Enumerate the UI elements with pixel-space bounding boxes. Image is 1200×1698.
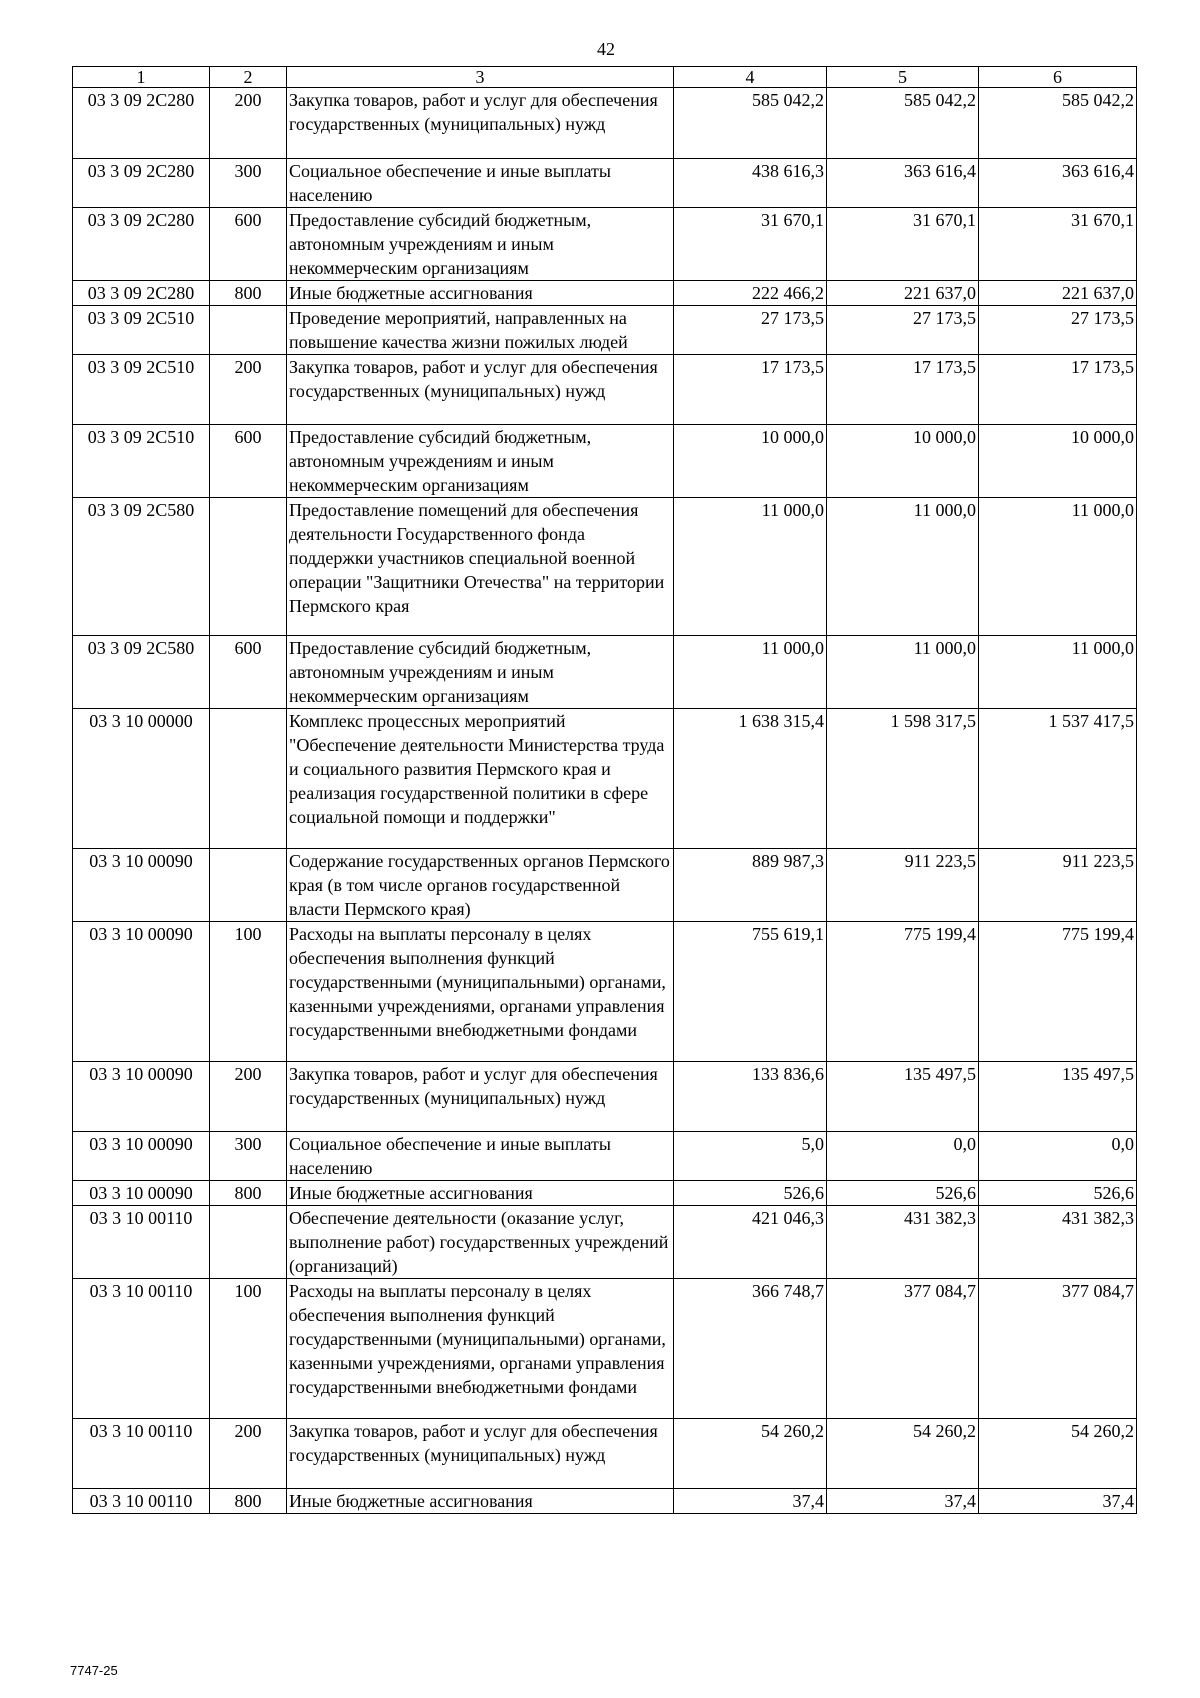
- description-cell: Предоставление субсидий бюджетным, автономным учреждениям и иным некоммерческим организациям: [287, 208, 674, 281]
- amount-cell-col4: 27 173,5: [674, 306, 827, 355]
- description-cell: Расходы на выплаты персоналу в целях обеспечения выполнения функций государственными (муниципальными) органами, казенными учреждениями, органами управления государственными внебюджетными фондами: [287, 922, 674, 1062]
- budget-code-cell: 03 3 10 00110: [73, 1279, 210, 1419]
- description-cell: Предоставление субсидий бюджетным, автономным учреждениям и иным некоммерческим организациям: [287, 425, 674, 498]
- amount-cell-col5: 377 084,7: [827, 1279, 979, 1419]
- amount-cell-col5: 775 199,4: [827, 922, 979, 1062]
- header-cell: 6: [979, 67, 1137, 88]
- amount-cell-col4: 222 466,2: [674, 281, 827, 306]
- amount-cell-col5: 1 598 317,5: [827, 709, 979, 849]
- table-row: [73, 306, 1137, 355]
- description-cell: Проведение мероприятий, направленных на повышение качества жизни пожилых людей: [287, 306, 674, 355]
- header-cell: 2: [210, 67, 287, 88]
- expense-type-cell: 800: [210, 281, 287, 306]
- amount-cell-col5: 27 173,5: [827, 306, 979, 355]
- description-cell: Предоставление субсидий бюджетным, автономным учреждениям и иным некоммерческим организациям: [287, 636, 674, 709]
- budget-code-cell: 03 3 09 2С580: [73, 636, 210, 709]
- page-number: 42: [597, 39, 615, 59]
- table-row: [73, 849, 1137, 922]
- amount-cell-col6: 1 537 417,5: [979, 709, 1137, 849]
- table-row: [73, 355, 1137, 425]
- budget-code-cell: 03 3 09 2С280: [73, 88, 210, 159]
- amount-cell-col6: 0,0: [979, 1132, 1137, 1181]
- amount-cell-col4: 438 616,3: [674, 159, 827, 208]
- table-row: [73, 498, 1137, 636]
- expense-type-cell: 100: [210, 1279, 287, 1419]
- amount-cell-col4: 11 000,0: [674, 636, 827, 709]
- header-cell: 5: [827, 67, 979, 88]
- amount-cell-col6: 135 497,5: [979, 1062, 1137, 1132]
- budget-code-cell: 03 3 10 00090: [73, 1132, 210, 1181]
- header-cell: 4: [674, 67, 827, 88]
- description-cell: Иные бюджетные ассигнования: [287, 1489, 674, 1514]
- amount-cell-col4: 889 987,3: [674, 849, 827, 922]
- expense-type-cell: 600: [210, 636, 287, 709]
- amount-cell-col6: 775 199,4: [979, 922, 1137, 1062]
- amount-cell-col6: 526,6: [979, 1181, 1137, 1206]
- amount-cell-col5: 11 000,0: [827, 498, 979, 636]
- amount-cell-col6: 27 173,5: [979, 306, 1137, 355]
- amount-cell-col4: 17 173,5: [674, 355, 827, 425]
- amount-cell-col5: 11 000,0: [827, 636, 979, 709]
- description-cell: Содержание государственных органов Пермского края (в том числе органов государственной власти Пермского края): [287, 849, 674, 922]
- table-row: [73, 1181, 1137, 1206]
- budget-table: [72, 66, 1137, 1514]
- amount-cell-col5: 10 000,0: [827, 425, 979, 498]
- amount-cell-col5: 135 497,5: [827, 1062, 979, 1132]
- amount-cell-col5: 585 042,2: [827, 88, 979, 159]
- table-row: [73, 1419, 1137, 1489]
- expense-type-cell: 200: [210, 1419, 287, 1489]
- description-cell: Закупка товаров, работ и услуг для обеспечения государственных (муниципальных) нужд: [287, 88, 674, 159]
- expense-type-cell: 200: [210, 1062, 287, 1132]
- table-row: [73, 709, 1137, 849]
- table-row: [73, 1489, 1137, 1514]
- amount-cell-col4: 37,4: [674, 1489, 827, 1514]
- amount-cell-col5: 31 670,1: [827, 208, 979, 281]
- expense-type-cell: 200: [210, 88, 287, 159]
- table-row: [73, 281, 1137, 306]
- description-cell: Закупка товаров, работ и услуг для обеспечения государственных (муниципальных) нужд: [287, 1419, 674, 1489]
- amount-cell-col5: 526,6: [827, 1181, 979, 1206]
- description-cell: Социальное обеспечение и иные выплаты населению: [287, 159, 674, 208]
- amount-cell-col5: 431 382,3: [827, 1206, 979, 1279]
- budget-code-cell: 03 3 10 00110: [73, 1206, 210, 1279]
- amount-cell-col4: 5,0: [674, 1132, 827, 1181]
- amount-cell-col4: 755 619,1: [674, 922, 827, 1062]
- expense-type-cell: 600: [210, 425, 287, 498]
- amount-cell-col5: 911 223,5: [827, 849, 979, 922]
- budget-code-cell: 03 3 09 2С580: [73, 498, 210, 636]
- expense-type-cell: 800: [210, 1181, 287, 1206]
- amount-cell-col5: 17 173,5: [827, 355, 979, 425]
- amount-cell-col6: 431 382,3: [979, 1206, 1137, 1279]
- budget-code-cell: 03 3 10 00090: [73, 1181, 210, 1206]
- amount-cell-col6: 31 670,1: [979, 208, 1137, 281]
- amount-cell-col6: 11 000,0: [979, 636, 1137, 709]
- amount-cell-col5: 0,0: [827, 1132, 979, 1181]
- table-row: [73, 1279, 1137, 1419]
- budget-code-cell: 03 3 10 00090: [73, 1062, 210, 1132]
- expense-type-cell: 600: [210, 208, 287, 281]
- amount-cell-col4: 585 042,2: [674, 88, 827, 159]
- budget-code-cell: 03 3 10 00090: [73, 849, 210, 922]
- table-row: [73, 1062, 1137, 1132]
- header-cell: 1: [73, 67, 210, 88]
- expense-type-cell: [210, 709, 287, 849]
- expense-type-cell: [210, 1206, 287, 1279]
- table-row: [73, 1132, 1137, 1181]
- amount-cell-col6: 363 616,4: [979, 159, 1137, 208]
- amount-cell-col4: 54 260,2: [674, 1419, 827, 1489]
- table-row: [73, 208, 1137, 281]
- amount-cell-col6: 37,4: [979, 1489, 1137, 1514]
- header-cell: 3: [287, 67, 674, 88]
- amount-cell-col4: 421 046,3: [674, 1206, 827, 1279]
- budget-code-cell: 03 3 09 2С280: [73, 281, 210, 306]
- amount-cell-col6: 585 042,2: [979, 88, 1137, 159]
- amount-cell-col5: 54 260,2: [827, 1419, 979, 1489]
- amount-cell-col4: 10 000,0: [674, 425, 827, 498]
- amount-cell-col5: 221 637,0: [827, 281, 979, 306]
- amount-cell-col6: 10 000,0: [979, 425, 1137, 498]
- budget-code-cell: 03 3 09 2С510: [73, 306, 210, 355]
- amount-cell-col4: 31 670,1: [674, 208, 827, 281]
- description-cell: Закупка товаров, работ и услуг для обеспечения государственных (муниципальных) нужд: [287, 1062, 674, 1132]
- amount-cell-col6: 221 637,0: [979, 281, 1137, 306]
- expense-type-cell: 300: [210, 1132, 287, 1181]
- description-cell: Иные бюджетные ассигнования: [287, 1181, 674, 1206]
- description-cell: Обеспечение деятельности (оказание услуг, выполнение работ) государственных учреждений (организаций): [287, 1206, 674, 1279]
- table-row: [73, 636, 1137, 709]
- budget-code-cell: 03 3 10 00000: [73, 709, 210, 849]
- expense-type-cell: [210, 306, 287, 355]
- table-row: [73, 922, 1137, 1062]
- amount-cell-col6: 911 223,5: [979, 849, 1137, 922]
- description-cell: Комплекс процессных мероприятий "Обеспечение деятельности Министерства труда и социального развития Пермского края и реализация государственной политики в сфере социальной помощи и поддержки": [287, 709, 674, 849]
- amount-cell-col6: 54 260,2: [979, 1419, 1137, 1489]
- amount-cell-col6: 377 084,7: [979, 1279, 1137, 1419]
- description-cell: Расходы на выплаты персоналу в целях обеспечения выполнения функций государственными (муниципальными) органами, казенными учреждениями, органами управления государственными внебюджетными фондами: [287, 1279, 674, 1419]
- table-row: [73, 1206, 1137, 1279]
- budget-code-cell: 03 3 10 00090: [73, 922, 210, 1062]
- budget-code-cell: 03 3 10 00110: [73, 1419, 210, 1489]
- expense-type-cell: 100: [210, 922, 287, 1062]
- amount-cell-col4: 133 836,6: [674, 1062, 827, 1132]
- budget-code-cell: 03 3 09 2С510: [73, 355, 210, 425]
- description-cell: Иные бюджетные ассигнования: [287, 281, 674, 306]
- table-row: [73, 425, 1137, 498]
- amount-cell-col6: 17 173,5: [979, 355, 1137, 425]
- document-footer-code: 7747-25: [70, 1663, 118, 1678]
- expense-type-cell: [210, 849, 287, 922]
- table-row: [73, 159, 1137, 208]
- description-cell: Социальное обеспечение и иные выплаты населению: [287, 1132, 674, 1181]
- budget-code-cell: 03 3 09 2С280: [73, 159, 210, 208]
- expense-type-cell: 200: [210, 355, 287, 425]
- description-cell: Предоставление помещений для обеспечения деятельности Государственного фонда поддержки участников специальной военной операции "Защитники Отечества" на территории Пермского края: [287, 498, 674, 636]
- expense-type-cell: 300: [210, 159, 287, 208]
- amount-cell-col4: 526,6: [674, 1181, 827, 1206]
- table-row: [73, 88, 1137, 159]
- amount-cell-col5: 363 616,4: [827, 159, 979, 208]
- amount-cell-col6: 11 000,0: [979, 498, 1137, 636]
- amount-cell-col4: 366 748,7: [674, 1279, 827, 1419]
- description-cell: Закупка товаров, работ и услуг для обеспечения государственных (муниципальных) нужд: [287, 355, 674, 425]
- amount-cell-col4: 11 000,0: [674, 498, 827, 636]
- table-header-row: [73, 67, 1137, 88]
- amount-cell-col5: 37,4: [827, 1489, 979, 1514]
- budget-code-cell: 03 3 09 2С280: [73, 208, 210, 281]
- budget-code-cell: 03 3 10 00110: [73, 1489, 210, 1514]
- budget-code-cell: 03 3 09 2С510: [73, 425, 210, 498]
- expense-type-cell: 800: [210, 1489, 287, 1514]
- expense-type-cell: [210, 498, 287, 636]
- amount-cell-col4: 1 638 315,4: [674, 709, 827, 849]
